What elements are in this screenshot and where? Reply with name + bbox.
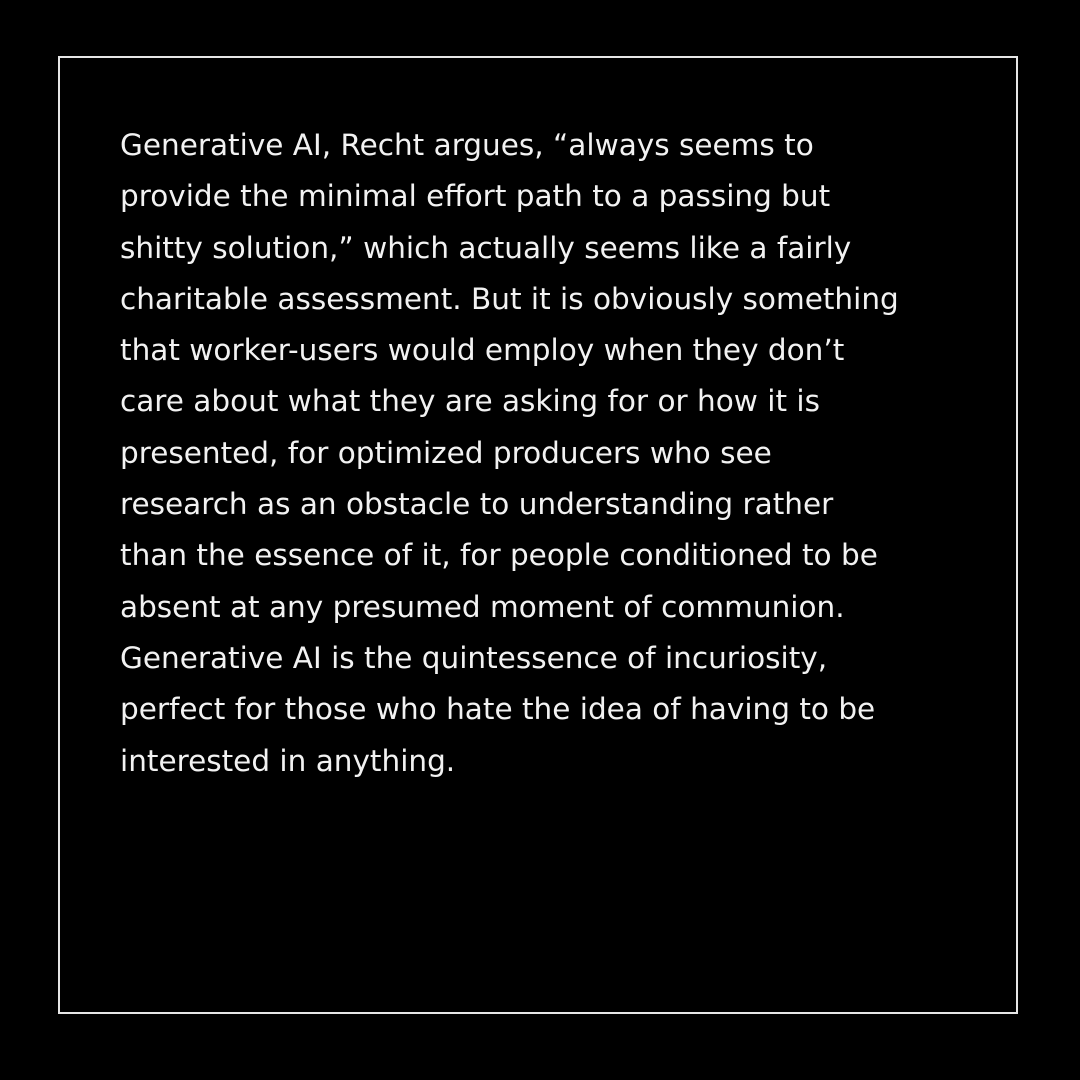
quote-line: Generative AI is the quintessence of incuriosity, [120,640,828,675]
quote-line: than the essence of it, for people conditioned to be [120,538,878,573]
quote-line: charitable assessment. But it is obviously something [120,281,899,316]
quote-line: care about what they are asking for or how it is [120,384,820,419]
quote-line: that worker-users would employ when they don’t [120,333,845,368]
quote-line: research as an obstacle to understanding rather [120,487,834,522]
quote-text [120,120,980,787]
quote-line: presented, for optimized producers who see [120,435,772,470]
quote-line: absent at any presumed moment of communion. [120,589,845,624]
quote-line: Generative AI, Recht argues, “always seems to [120,128,814,162]
quote-line: provide the minimal effort path to a passing but [120,179,831,214]
quote-line: interested in anything. [120,743,456,778]
quote-line: perfect for those who hate the idea of having to be [120,692,876,727]
quote-line: shitty solution,” which actually seems like a fairly [120,230,852,265]
